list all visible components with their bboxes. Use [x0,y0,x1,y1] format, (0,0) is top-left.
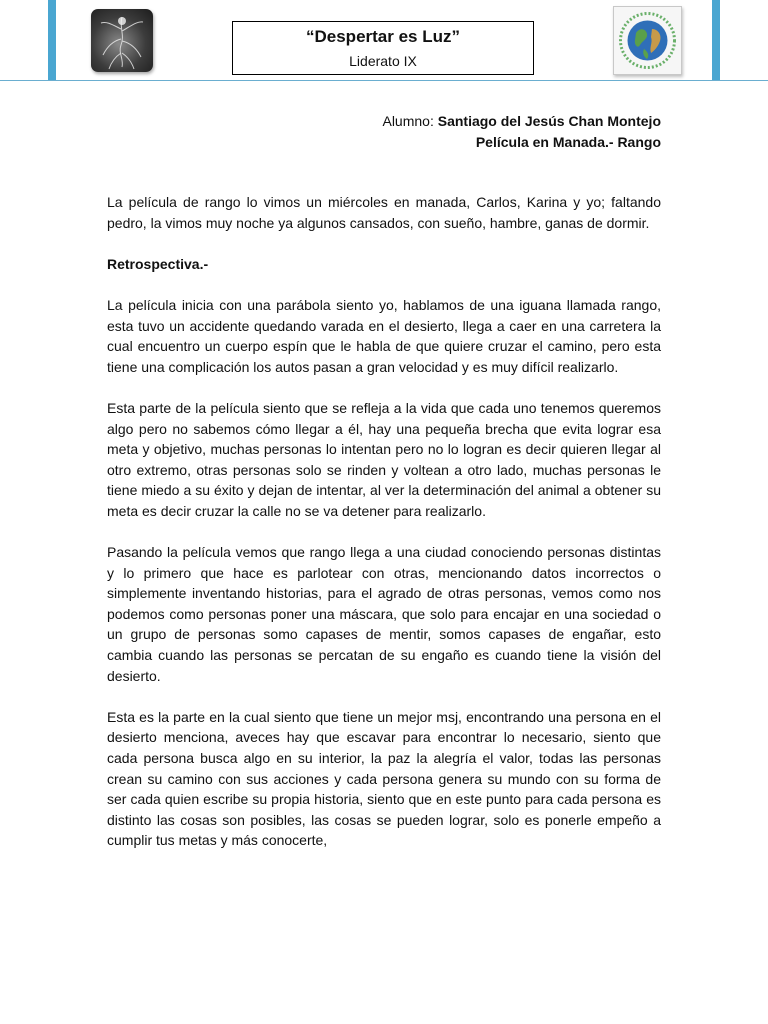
section-heading: Retrospectiva.- [107,255,209,272]
document-title-box [232,21,534,75]
body-paragraph: Esta es la parte en la cual siento que tiene un mejor msj, encontrando una persona en el desierto menciona, aveces hay que escavar para encontrar lo necesario, siento que cada persona busca algo en su interior, la paz la alegría el valor, todas las personas crean su camino con sus acciones y cada persona genera su mundo con su forma de ser cada quien escribe su propia historia, siento que en este punto para cada persona es distinto las cosas son posibles, las cosas se pueden lograr, solo es ponerle empeño a cumplir tus metas y más conocerte, [107,708,661,849]
body-paragraph: Pasando la película vemos que rango llega a una ciudad conociendo personas distintas y lo primero que hace es parlotear con otras, mencionando datos incorrectos o simplemente inventando historias, para el agrado de otras personas, vemos como nos podemos como personas poner una máscara, que solo para encajar en una sociedad o un grupo de personas somo capases de mentir, somos capases de engañar, esto cambia cuando las personas se percatan de su engaño es cuando tiene la visión del desierto. [107,544,661,684]
body-paragraph: Esta parte de la película siento que se refleja a la vida que cada uno tenemos queremos algo pero no sabemos cómo llegar a él, hay una pequeña brecha que evita lograr esa meta y objetivo, muchas personas lo intentan pero no lo logran es decir quieren llegar al otro extremo, otras personas solo se rinden y voltean a otro lado, muchas personas le tiene miedo a su éxito y dejan de intentar, al ver la determinación del animal a obtener su meta es decir cruzar la calle no se va detener para realizarlo. [107,399,661,519]
student-line [382,111,661,132]
header-stripe-right [712,0,720,81]
header-divider [0,80,768,81]
student-label: Alumno: [382,113,434,129]
student-name: Santiago del Jesús Chan Montejo [437,113,661,129]
spirit-figure-logo-icon [91,9,153,72]
document-subtitle: Liderato IX [349,53,417,69]
subject-line: Película en Manada.- Rango [475,133,661,150]
document-title: “Despertar es Luz” [306,27,460,46]
author-block [382,111,661,152]
document-body [107,192,661,872]
earth-globe-logo-icon [613,6,682,75]
header-stripe-left [48,0,56,81]
body-paragraph: La película inicia con una parábola siento yo, hablamos de una iguana llamada rango, esta tuvo un accidente quedando varada en el desierto, llega a caer en una carretera la cual encuentro un cuerpo espín que le habla de que quiere cruzar el camino, pero esta tiene una complicación los autos pasan a gran velocidad y es muy difícil realizarlo. [107,296,661,375]
intro-paragraph: La película de rango lo vimos un miércoles en manada, Carlos, Karina y yo; faltando pedro, la vimos muy noche ya algunos cansados, con sueño, hambre, ganas de dormir. [107,194,661,231]
